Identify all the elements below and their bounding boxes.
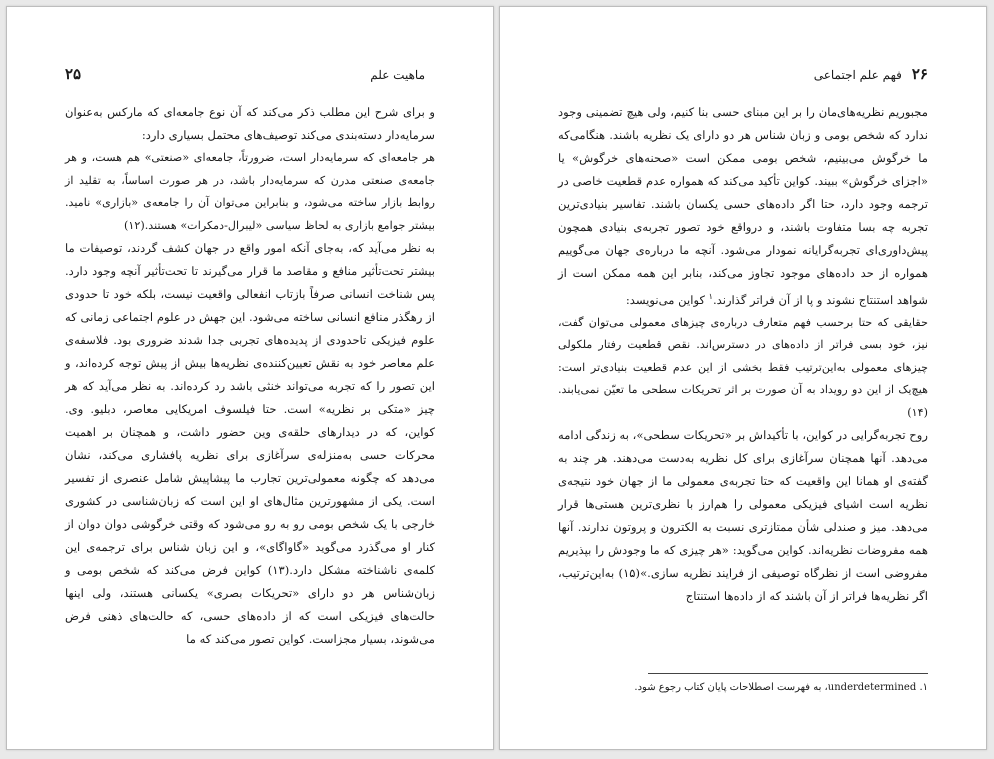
- page-body: [558, 101, 928, 608]
- footnote-divider: [648, 673, 928, 674]
- footnote-marker: ۱: [708, 292, 713, 301]
- paragraph: و برای شرح این مطلب ذکر می‌کند که آن نوع جامعه‌ای که مارکس به‌عنوان سرمایه‌دار دسته‌بندی می‌کند توصیف‌های محتمل بسیاری دارد:: [65, 105, 435, 142]
- block-quote: هر جامعه‌ای که سرمایه‌دار است، ضرورتاً، جامعه‌ای «صنعتی» هم هست، و هر جامعه‌ی صنعتی مدرن که سرمایه‌دار باشد، در هر صورت اساساً، به تقلید از روابط بازار ساخته می‌شود، و بنابراین می‌توان آن را جامعه‌ی «بازاری» نامید. بیشتر جوامع بازاری به لحاظ سیاسی «لیبرال-دمکرات» هستند.(۱۲): [65, 151, 435, 232]
- page-header: [65, 65, 435, 87]
- page-number: ۲۶: [911, 65, 928, 83]
- left-page: [6, 6, 494, 750]
- footnote-term: underdetermined: [827, 682, 917, 693]
- running-title: فهم علم اجتماعی: [813, 68, 902, 82]
- paragraph: به نظر می‌آید که، به‌جای آنکه امور واقع در جهان کشف گردند، توصیفات ما بیشتر تحت‌تأثیر منافع و مقاصد ما قرار می‌گیرند تا تحت‌تأثیر آنچه وجود دارد. پس شناخت انسانی صرفاً بازتاب انفعالی واقعیت نیست، بلکه خود تا حدودی از رهگذر منافع انسانی ساخته می‌شود. این جهش در علوم اجتماعی زمانی که علوم فیزیکی تاحدودی از پدیده‌های تجربی جدا شدند ضروری بود. فلاسفه‌ی علم معاصر خود به نقش تعیین‌کننده‌ی نظریه‌ها بیش از پیش توجه کرده‌اند، و این تصور را که تجربه می‌تواند خنثی باشد رد کرده‌اند. به نظر می‌آید که هر چیز «متکی بر نظریه» است. حتا فیلسوف امریکایی معاصر، دبلیو. وی. کواین، که در دیدارهای حلقه‌ی وین حضور داشت، و همچنان بر اهمیت محرکات حسی به‌منزله‌ی سرآغازی برای نظریه پافشاری می‌کند، نشان می‌دهد که چگونه معمولی‌ترین تجارب ما پیشاپیش شامل عنصری از تفسیر است. یکی از مشهورترین مثال‌های او این است که زبان‌شناسی در کشوری خارجی با یک شخص بومی رو به رو می‌شود که وقتی خرگوشی دوان دوان از کنار او می‌گذرد می‌گوید «گاواگای»، و این زبان شناس برای ترجمه‌ی این کلمه‌ی ناشناخته مشکل دارد.(۱۳) کواین فرض می‌کند که شخص بومی و زبان‌شناس هر دو دارای «تحریکات بصری» یکسانی هستند، ولی اینها حالت‌های فیزیکی است که از داده‌های حسی، که حالت‌های ذهنی فرض می‌شوند، بسیار مجزاست. کواین تصور می‌کند که ما: [65, 241, 435, 646]
- right-page: [499, 6, 987, 750]
- paragraph: [558, 101, 928, 312]
- footnote: [558, 679, 928, 697]
- footnote-number: ۱.: [919, 682, 928, 693]
- paragraph: روح تجربه‌گرایی در کواین، با تأکیداش بر «تحریکات سطحی»، به زندگی ادامه می‌دهد. آنها همچنان سرآغازی برای کل نظریه به‌دست می‌دهند. هر چند به گفته‌ی او همانا این واقعیت که حتا تجربه‌ی معمولی ما از جهان خود نتیجه‌ی نظریه است اشیای فیزیکی معمولی را هم‌ارز با نظری‌ترین هستی‌ها قرار می‌دهد. میز و صندلی شأن ممتازتری نسبت به الکترون و پروتون ندارند. آنها همه مفروضات نظریه‌اند. کواین می‌گوید: «هر چیزی که ما وجودش را بپذیریم مفروضی است از نظرگاه توصیفی از فرایند نظریه سازی.»(۱۵) به‌این‌ترتیب، اگر نظریه‌ها فراتر از آن باشند که از داده‌ها استنتاج: [558, 428, 929, 604]
- paragraph-text: مجبوریم نظریه‌های‌مان را بر این مبنای حسی بنا کنیم، ولی هیچ تضمینی وجود ندارد که شخص بومی و زبان شناس هر دو دارای یک نظریه باشند. هنگامی‌که ما خرگوش می‌بینیم، شخص بومی ممکن است «صحنه‌های خرگوش» یا «اجزای خرگوش» ببیند. کواین تأکید می‌کند که همواره عدم قطعیت خاصی در ترجمه وجود دارد، حتا اگر داده‌های حسی یکسان باشند. تفاسیر بنیادی‌ترین تجربه چه بسا متفاوت باشند، و درواقع خود تصور تجربه‌ی بنیادی همچون پیش‌داوری‌ای تجربه‌گرایانه نمودار می‌شود. آنچه ما درباره‌ی جهان می‌گوییم همواره از حد داده‌های موجود تجاوز می‌کند، بنابر این همه ممکن است از شواهد استنتاج نشوند و پا از آن فراتر گذارند.: [558, 105, 928, 307]
- footnote-text: ، به فهرست اصطلاحات پایان کتاب رجوع شود.: [634, 682, 828, 693]
- running-title: ماهیت علم: [370, 68, 425, 82]
- page-body: [65, 101, 435, 651]
- page-header: [558, 65, 928, 87]
- block-quote: حقایقی که حتا برحسب فهم متعارف درباره‌ی چیزهای معمولی می‌توان گفت، نیز، خود بسی فراتر از داده‌های در دسترس‌اند. نقص قطعیت رفتار ملکولی چیزهای معمولی به‌این‌ترتیب فقط بخشی از این عدم قطعیت بنیادی‌تر است: هیچ‌یک از این دو رویداد به آن صورت بر اثر تحریکات سطحی ما تعیّن نمی‌یابند.(۱۴): [558, 315, 928, 419]
- paragraph-tail: کواین می‌نویسد:: [625, 292, 709, 307]
- page-number: ۲۵: [65, 65, 82, 83]
